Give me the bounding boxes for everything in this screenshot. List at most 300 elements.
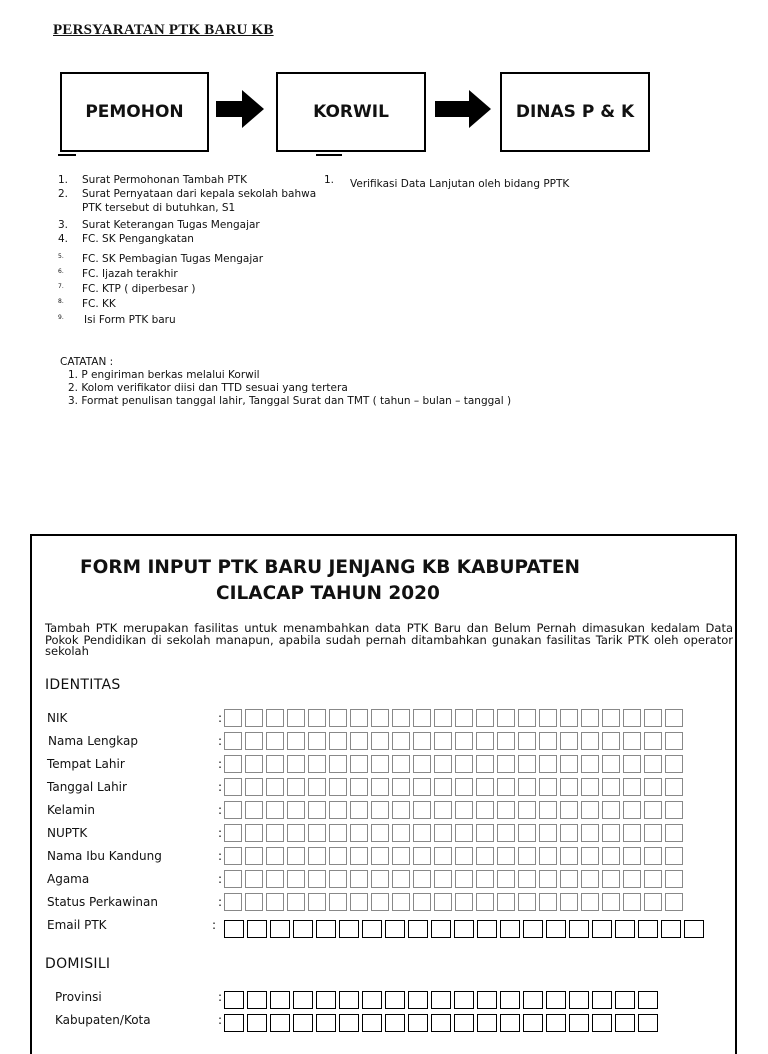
- character-box[interactable]: [644, 709, 662, 727]
- character-box[interactable]: [431, 920, 451, 938]
- character-box[interactable]: [413, 755, 431, 773]
- character-box[interactable]: [266, 732, 284, 750]
- character-box[interactable]: [592, 1014, 612, 1032]
- character-box[interactable]: [308, 778, 326, 796]
- form-title: FORM INPUT PTK BARU JENJANG KB KABUPATEN: [80, 557, 580, 578]
- character-box[interactable]: [684, 920, 704, 938]
- character-box[interactable]: [602, 732, 620, 750]
- character-box[interactable]: [350, 778, 368, 796]
- kabupaten-input-boxes[interactable]: [224, 1014, 658, 1032]
- character-box[interactable]: [644, 801, 662, 819]
- character-box[interactable]: [350, 870, 368, 888]
- character-box[interactable]: [602, 778, 620, 796]
- character-box[interactable]: [224, 801, 242, 819]
- character-box[interactable]: [287, 709, 305, 727]
- character-box[interactable]: [560, 801, 578, 819]
- character-box[interactable]: [623, 709, 641, 727]
- character-box[interactable]: [644, 847, 662, 865]
- character-box[interactable]: [476, 755, 494, 773]
- character-box[interactable]: [245, 870, 263, 888]
- divider: [58, 154, 76, 156]
- character-box[interactable]: [539, 847, 557, 865]
- character-box[interactable]: [287, 893, 305, 911]
- character-box[interactable]: [455, 732, 473, 750]
- character-box[interactable]: [560, 870, 578, 888]
- character-box[interactable]: [350, 824, 368, 842]
- character-box[interactable]: [569, 1014, 589, 1032]
- character-box[interactable]: [497, 801, 515, 819]
- character-box[interactable]: [623, 755, 641, 773]
- character-box[interactable]: [623, 870, 641, 888]
- character-box[interactable]: [385, 1014, 405, 1032]
- character-box[interactable]: [350, 801, 368, 819]
- provinsi-input-boxes[interactable]: [224, 991, 658, 1009]
- character-box[interactable]: [413, 847, 431, 865]
- character-box[interactable]: [623, 778, 641, 796]
- character-box[interactable]: [224, 709, 242, 727]
- character-box[interactable]: [560, 893, 578, 911]
- character-box[interactable]: [224, 732, 242, 750]
- character-box[interactable]: [434, 755, 452, 773]
- character-box[interactable]: [362, 1014, 382, 1032]
- character-box[interactable]: [434, 801, 452, 819]
- character-box[interactable]: [539, 801, 557, 819]
- character-box[interactable]: [339, 920, 359, 938]
- field-label: Nama Ibu Kandung: [47, 849, 162, 863]
- character-box[interactable]: [539, 778, 557, 796]
- character-box[interactable]: [245, 824, 263, 842]
- character-box[interactable]: [455, 755, 473, 773]
- kelamin-input-boxes[interactable]: [224, 801, 683, 819]
- page-title: PERSYARATAN PTK BARU KB: [53, 22, 274, 38]
- character-box[interactable]: [392, 824, 410, 842]
- character-box[interactable]: [350, 755, 368, 773]
- character-box[interactable]: [539, 893, 557, 911]
- character-box[interactable]: [287, 847, 305, 865]
- character-box[interactable]: [308, 732, 326, 750]
- character-box[interactable]: [408, 991, 428, 1009]
- flow-step-pemohon: PEMOHON: [60, 72, 209, 152]
- field-colon: :: [218, 757, 223, 771]
- character-box[interactable]: [523, 991, 543, 1009]
- character-box[interactable]: [539, 709, 557, 727]
- field-label: NIK: [47, 711, 68, 725]
- character-box[interactable]: [602, 893, 620, 911]
- character-box[interactable]: [602, 709, 620, 727]
- field-colon: :: [218, 990, 223, 1004]
- character-box[interactable]: [546, 1014, 566, 1032]
- character-box[interactable]: [392, 847, 410, 865]
- character-box[interactable]: [408, 920, 428, 938]
- character-box[interactable]: [287, 801, 305, 819]
- note-item: 2. Kolom verifikator diisi dan TTD sesuai yang tertera: [68, 382, 348, 395]
- tempat-lahir-input-boxes[interactable]: [224, 755, 683, 773]
- character-box[interactable]: [455, 801, 473, 819]
- character-box[interactable]: [408, 1014, 428, 1032]
- character-box[interactable]: [434, 778, 452, 796]
- character-box[interactable]: [224, 1014, 244, 1032]
- character-box[interactable]: [293, 1014, 313, 1032]
- character-box[interactable]: [497, 893, 515, 911]
- character-box[interactable]: [592, 920, 612, 938]
- character-box[interactable]: [476, 778, 494, 796]
- character-box[interactable]: [518, 755, 536, 773]
- character-box[interactable]: [339, 991, 359, 1009]
- character-box[interactable]: [638, 1014, 658, 1032]
- character-box[interactable]: [287, 870, 305, 888]
- email-input-boxes[interactable]: [224, 920, 704, 938]
- character-box[interactable]: [224, 778, 242, 796]
- arrow-right-icon: [435, 90, 493, 128]
- field-colon: :: [218, 849, 223, 863]
- character-box[interactable]: [602, 801, 620, 819]
- character-box[interactable]: [665, 893, 683, 911]
- character-box[interactable]: [434, 847, 452, 865]
- character-box[interactable]: [371, 801, 389, 819]
- character-box[interactable]: [623, 893, 641, 911]
- character-box[interactable]: [350, 847, 368, 865]
- character-box[interactable]: [581, 801, 599, 819]
- character-box[interactable]: [455, 893, 473, 911]
- character-box[interactable]: [224, 893, 242, 911]
- character-box[interactable]: [392, 732, 410, 750]
- character-box[interactable]: [245, 801, 263, 819]
- field-colon: :: [218, 1013, 223, 1027]
- character-box[interactable]: [539, 755, 557, 773]
- character-box[interactable]: [560, 778, 578, 796]
- character-box[interactable]: [665, 732, 683, 750]
- character-box[interactable]: [247, 1014, 267, 1032]
- character-box[interactable]: [455, 778, 473, 796]
- form-subtitle: CILACAP TAHUN 2020: [216, 583, 440, 604]
- character-box[interactable]: [308, 755, 326, 773]
- character-box[interactable]: [431, 1014, 451, 1032]
- character-box[interactable]: [371, 870, 389, 888]
- character-box[interactable]: [455, 847, 473, 865]
- character-box[interactable]: [287, 755, 305, 773]
- character-box[interactable]: [266, 893, 284, 911]
- character-box[interactable]: [316, 991, 336, 1009]
- character-box[interactable]: [518, 732, 536, 750]
- character-box[interactable]: [392, 709, 410, 727]
- character-box[interactable]: [539, 732, 557, 750]
- character-box[interactable]: [413, 778, 431, 796]
- character-box[interactable]: [497, 709, 515, 727]
- character-box[interactable]: [392, 893, 410, 911]
- character-box[interactable]: [476, 824, 494, 842]
- character-box[interactable]: [293, 991, 313, 1009]
- character-box[interactable]: [362, 991, 382, 1009]
- nama-lengkap-input-boxes[interactable]: [224, 732, 683, 750]
- character-box[interactable]: [615, 920, 635, 938]
- character-box[interactable]: [518, 709, 536, 727]
- character-box[interactable]: [413, 893, 431, 911]
- character-box[interactable]: [523, 1014, 543, 1032]
- character-box[interactable]: [454, 1014, 474, 1032]
- character-box[interactable]: [476, 801, 494, 819]
- character-box[interactable]: [623, 801, 641, 819]
- character-box[interactable]: [665, 755, 683, 773]
- character-box[interactable]: [392, 870, 410, 888]
- character-box[interactable]: [308, 801, 326, 819]
- character-box[interactable]: [329, 755, 347, 773]
- notes-section: [60, 356, 511, 409]
- character-box[interactable]: [665, 870, 683, 888]
- character-box[interactable]: [434, 824, 452, 842]
- tanggal-lahir-input-boxes[interactable]: [224, 778, 683, 796]
- field-colon: :: [218, 826, 223, 840]
- character-box[interactable]: [500, 991, 520, 1009]
- character-box[interactable]: [602, 847, 620, 865]
- character-box[interactable]: [371, 755, 389, 773]
- character-box[interactable]: [581, 732, 599, 750]
- character-box[interactable]: [615, 991, 635, 1009]
- character-box[interactable]: [434, 893, 452, 911]
- character-box[interactable]: [497, 824, 515, 842]
- character-box[interactable]: [602, 824, 620, 842]
- character-box[interactable]: [623, 732, 641, 750]
- character-box[interactable]: [224, 991, 244, 1009]
- character-box[interactable]: [497, 778, 515, 796]
- character-box[interactable]: [454, 991, 474, 1009]
- character-box[interactable]: [476, 847, 494, 865]
- character-box[interactable]: [245, 778, 263, 796]
- character-box[interactable]: [644, 893, 662, 911]
- character-box[interactable]: [316, 920, 336, 938]
- field-label: Tanggal Lahir: [47, 780, 127, 794]
- character-box[interactable]: [270, 991, 290, 1009]
- character-box[interactable]: [266, 778, 284, 796]
- character-box[interactable]: [518, 870, 536, 888]
- character-box[interactable]: [247, 991, 267, 1009]
- field-label: Status Perkawinan: [47, 895, 158, 909]
- character-box[interactable]: [665, 824, 683, 842]
- character-box[interactable]: [266, 870, 284, 888]
- character-box[interactable]: [476, 870, 494, 888]
- character-box[interactable]: [518, 778, 536, 796]
- character-box[interactable]: [245, 755, 263, 773]
- character-box[interactable]: [247, 920, 267, 938]
- character-box[interactable]: [477, 1014, 497, 1032]
- character-box[interactable]: [581, 893, 599, 911]
- section-heading-domisili: DOMISILI: [45, 956, 111, 972]
- note-item: 1. P engiriman berkas melalui Korwil: [68, 369, 260, 382]
- character-box[interactable]: [560, 709, 578, 727]
- status-perkawinan-input-boxes[interactable]: [224, 893, 683, 911]
- character-box[interactable]: [455, 870, 473, 888]
- character-box[interactable]: [224, 870, 242, 888]
- character-box[interactable]: [539, 824, 557, 842]
- character-box[interactable]: [644, 870, 662, 888]
- character-box[interactable]: [581, 709, 599, 727]
- character-box[interactable]: [245, 847, 263, 865]
- character-box[interactable]: [350, 732, 368, 750]
- character-box[interactable]: [615, 1014, 635, 1032]
- character-box[interactable]: [413, 801, 431, 819]
- character-box[interactable]: [316, 1014, 336, 1032]
- character-box[interactable]: [392, 778, 410, 796]
- character-box[interactable]: [665, 709, 683, 727]
- character-box[interactable]: [455, 824, 473, 842]
- character-box[interactable]: [518, 801, 536, 819]
- character-box[interactable]: [497, 870, 515, 888]
- character-box[interactable]: [413, 824, 431, 842]
- field-colon: :: [218, 895, 223, 909]
- character-box[interactable]: [413, 709, 431, 727]
- character-box[interactable]: [266, 709, 284, 727]
- character-box[interactable]: [350, 709, 368, 727]
- character-box[interactable]: [665, 778, 683, 796]
- character-box[interactable]: [308, 893, 326, 911]
- note-item: 3. Format penulisan tanggal lahir, Tanggal Surat dan TMT ( tahun – bulan – tanggal ): [68, 395, 512, 408]
- character-box[interactable]: [500, 920, 520, 938]
- character-box[interactable]: [602, 870, 620, 888]
- character-box[interactable]: [602, 755, 620, 773]
- character-box[interactable]: [560, 755, 578, 773]
- character-box[interactable]: [546, 991, 566, 1009]
- character-box[interactable]: [661, 920, 681, 938]
- character-box[interactable]: [371, 732, 389, 750]
- character-box[interactable]: [581, 755, 599, 773]
- character-box[interactable]: [560, 824, 578, 842]
- character-box[interactable]: [392, 801, 410, 819]
- arrow-right-icon: [216, 90, 266, 128]
- character-box[interactable]: [270, 920, 290, 938]
- character-box[interactable]: [385, 920, 405, 938]
- character-box[interactable]: [581, 870, 599, 888]
- character-box[interactable]: [287, 824, 305, 842]
- character-box[interactable]: [560, 732, 578, 750]
- character-box[interactable]: [266, 801, 284, 819]
- character-box[interactable]: [329, 893, 347, 911]
- character-box[interactable]: [623, 847, 641, 865]
- character-box[interactable]: [245, 732, 263, 750]
- field-label: Nama Lengkap: [48, 734, 138, 748]
- character-box[interactable]: [500, 1014, 520, 1032]
- character-box[interactable]: [434, 870, 452, 888]
- character-box[interactable]: [539, 870, 557, 888]
- character-box[interactable]: [266, 824, 284, 842]
- character-box[interactable]: [497, 755, 515, 773]
- character-box[interactable]: [371, 847, 389, 865]
- character-box[interactable]: [350, 893, 368, 911]
- character-box[interactable]: [371, 824, 389, 842]
- character-box[interactable]: [329, 778, 347, 796]
- character-box[interactable]: [497, 847, 515, 865]
- character-box[interactable]: [638, 920, 658, 938]
- character-box[interactable]: [392, 755, 410, 773]
- character-box[interactable]: [413, 732, 431, 750]
- character-box[interactable]: [266, 847, 284, 865]
- agama-input-boxes[interactable]: [224, 870, 683, 888]
- character-box[interactable]: [287, 732, 305, 750]
- character-box[interactable]: [308, 824, 326, 842]
- character-box[interactable]: [362, 920, 382, 938]
- field-colon: :: [218, 734, 223, 748]
- character-box[interactable]: [434, 709, 452, 727]
- character-box[interactable]: [623, 824, 641, 842]
- character-box[interactable]: [477, 920, 497, 938]
- character-box[interactable]: [245, 709, 263, 727]
- character-box[interactable]: [476, 732, 494, 750]
- character-box[interactable]: [385, 991, 405, 1009]
- character-box[interactable]: [308, 847, 326, 865]
- character-box[interactable]: [454, 920, 474, 938]
- character-box[interactable]: [665, 847, 683, 865]
- character-box[interactable]: [546, 920, 566, 938]
- field-label: Tempat Lahir: [47, 757, 125, 771]
- character-box[interactable]: [224, 824, 242, 842]
- character-box[interactable]: [477, 991, 497, 1009]
- form-intro: Tambah PTK merupakan fasilitas untuk menambahkan data PTK Baru dan Belum Pernah dimasukan kedalam Data Pokok Pendidikan di sekolah manapun, apabila sudah pernah ditambahkan gunakan fasilitas Tarik PTK oleh operator sekolah: [45, 621, 733, 658]
- character-box[interactable]: [371, 778, 389, 796]
- character-box[interactable]: [224, 847, 242, 865]
- character-box[interactable]: [518, 847, 536, 865]
- character-box[interactable]: [224, 755, 242, 773]
- character-box[interactable]: [434, 732, 452, 750]
- character-box[interactable]: [329, 870, 347, 888]
- nama-ibu-input-boxes[interactable]: [224, 847, 683, 865]
- character-box[interactable]: [329, 847, 347, 865]
- character-box[interactable]: [523, 920, 543, 938]
- character-box[interactable]: [638, 991, 658, 1009]
- character-box[interactable]: [569, 991, 589, 1009]
- character-box[interactable]: [270, 1014, 290, 1032]
- character-box[interactable]: [581, 847, 599, 865]
- character-box[interactable]: [560, 847, 578, 865]
- character-box[interactable]: [329, 732, 347, 750]
- divider: [316, 154, 342, 156]
- character-box[interactable]: [224, 920, 244, 938]
- character-box[interactable]: [592, 991, 612, 1009]
- section-heading-identitas: IDENTITAS: [45, 677, 121, 693]
- character-box[interactable]: [339, 1014, 359, 1032]
- character-box[interactable]: [476, 893, 494, 911]
- character-box[interactable]: [371, 893, 389, 911]
- nuptk-input-boxes[interactable]: [224, 824, 683, 842]
- field-label: NUPTK: [47, 826, 88, 840]
- character-box[interactable]: [581, 824, 599, 842]
- character-box[interactable]: [476, 709, 494, 727]
- character-box[interactable]: [413, 870, 431, 888]
- field-colon: :: [218, 711, 223, 725]
- character-box[interactable]: [329, 801, 347, 819]
- character-box[interactable]: [329, 709, 347, 727]
- nik-input-boxes[interactable]: [224, 709, 683, 727]
- character-box[interactable]: [329, 824, 347, 842]
- character-box[interactable]: [644, 778, 662, 796]
- character-box[interactable]: [569, 920, 589, 938]
- character-box[interactable]: [455, 709, 473, 727]
- character-box[interactable]: [518, 893, 536, 911]
- character-box[interactable]: [371, 709, 389, 727]
- character-box[interactable]: [581, 778, 599, 796]
- character-box[interactable]: [518, 824, 536, 842]
- character-box[interactable]: [644, 755, 662, 773]
- character-box[interactable]: [431, 991, 451, 1009]
- character-box[interactable]: [287, 778, 305, 796]
- character-box[interactable]: [644, 824, 662, 842]
- character-box[interactable]: [665, 801, 683, 819]
- character-box[interactable]: [266, 755, 284, 773]
- character-box[interactable]: [308, 870, 326, 888]
- character-box[interactable]: [497, 732, 515, 750]
- character-box[interactable]: [293, 920, 313, 938]
- character-box[interactable]: [644, 732, 662, 750]
- character-box[interactable]: [308, 709, 326, 727]
- character-box[interactable]: [245, 893, 263, 911]
- field-label: Kelamin: [47, 803, 95, 817]
